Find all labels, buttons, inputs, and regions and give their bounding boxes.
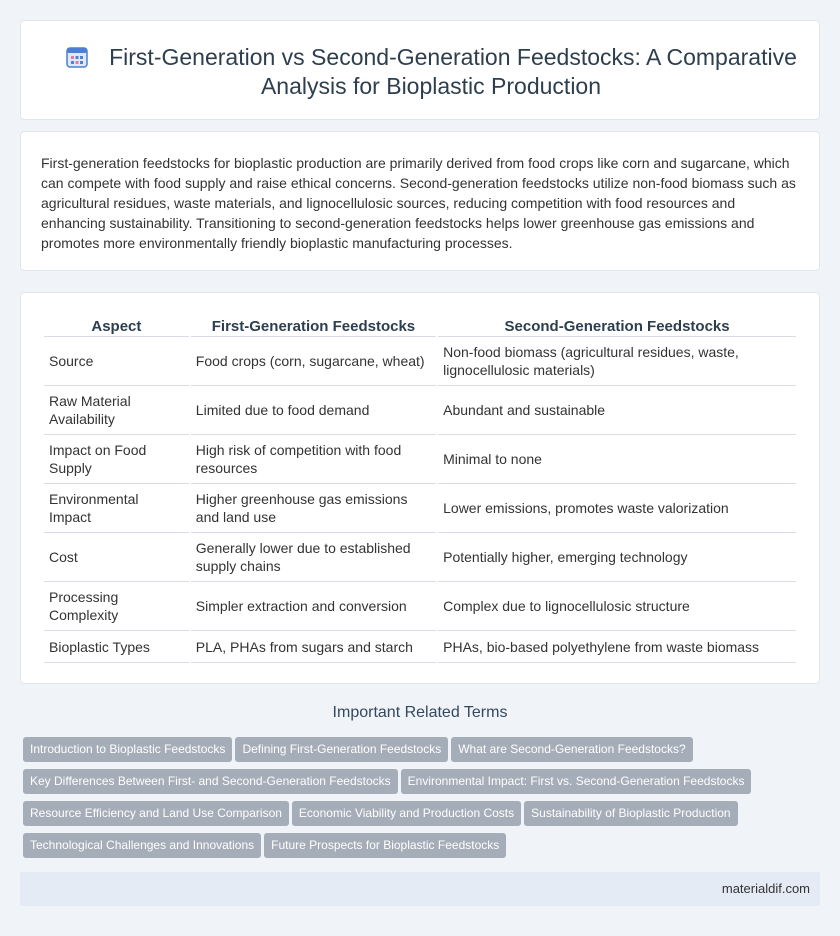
cell-aspect: Source <box>44 337 189 386</box>
header-aspect: Aspect <box>44 314 189 337</box>
cell-second-gen: Minimal to none <box>438 435 796 484</box>
header-first-generation: First-Generation Feedstocks <box>191 314 436 337</box>
cell-first-gen: Simpler extraction and conversion <box>191 582 436 631</box>
related-term-tag[interactable]: Defining First-Generation Feedstocks <box>235 737 448 762</box>
related-term-tag[interactable]: Technological Challenges and Innovations <box>23 833 261 858</box>
intro-card <box>20 131 820 271</box>
header-second-generation: Second-Generation Feedstocks <box>438 314 796 337</box>
table-row <box>44 533 796 582</box>
footer-bar <box>20 872 820 906</box>
comparison-table <box>42 314 798 663</box>
table-row <box>44 386 796 435</box>
table-row <box>44 582 796 631</box>
cell-aspect: Impact on Food Supply <box>44 435 189 484</box>
related-term-tag[interactable]: Environmental Impact: First vs. Second-Generation Feedstocks <box>401 769 752 794</box>
table-card <box>20 292 820 684</box>
cell-aspect: Cost <box>44 533 189 582</box>
cell-first-gen: Food crops (corn, sugarcane, wheat) <box>191 337 436 386</box>
table-row <box>44 337 796 386</box>
calendar-icon <box>65 45 89 69</box>
footer-site-link[interactable]: materialdif.com <box>721 881 810 896</box>
table-row <box>44 435 796 484</box>
cell-first-gen: Higher greenhouse gas emissions and land use <box>191 484 436 533</box>
related-terms-title: Important Related Terms <box>332 704 508 721</box>
cell-aspect: Processing Complexity <box>44 582 189 631</box>
header-card <box>20 20 820 120</box>
cell-second-gen: Non-food biomass (agricultural residues, waste, lignocellulosic materials) <box>438 337 796 386</box>
cell-first-gen: Generally lower due to established supply chains <box>191 533 436 582</box>
cell-second-gen: Lower emissions, promotes waste valorization <box>438 484 796 533</box>
cell-first-gen: High risk of competition with food resources <box>191 435 436 484</box>
cell-aspect: Bioplastic Types <box>44 631 189 663</box>
related-term-tag[interactable]: Resource Efficiency and Land Use Comparison <box>23 801 289 826</box>
related-term-tag[interactable]: Key Differences Between First- and Second-Generation Feedstocks <box>23 769 398 794</box>
cell-aspect: Environmental Impact <box>44 484 189 533</box>
cell-second-gen: Potentially higher, emerging technology <box>438 533 796 582</box>
cell-first-gen: PLA, PHAs from sugars and starch <box>191 631 436 663</box>
cell-second-gen: Complex due to lignocellulosic structure <box>438 582 796 631</box>
cell-first-gen: Limited due to food demand <box>191 386 436 435</box>
cell-second-gen: Abundant and sustainable <box>438 386 796 435</box>
related-term-tag[interactable]: Future Prospects for Bioplastic Feedstocks <box>264 833 506 858</box>
page-title-wrap <box>61 43 801 101</box>
related-term-tag[interactable]: Sustainability of Bioplastic Production <box>524 801 737 826</box>
page-title: First-Generation vs Second-Generation Feedstocks: A Comparative Analysis for Bioplastic Production <box>109 44 797 99</box>
related-terms-tags <box>23 737 783 865</box>
table-row <box>44 631 796 663</box>
intro-paragraph: First-generation feedstocks for bioplastic production are primarily derived from food crops like corn and sugarcane, which can compete with food supply and raise ethical concerns. Second-generation feedstocks utilize non-food biomass such as agricultural residues, waste materials, and lignocellulosic sources, reducing competition with food resources and enhancing sustainability. Transitioning to second-generation feedstocks helps lower greenhouse gas emissions and promotes more environmentally friendly bioplastic manufacturing processes. <box>41 155 796 251</box>
related-term-tag[interactable]: What are Second-Generation Feedstocks? <box>451 737 692 762</box>
table-row <box>44 484 796 533</box>
cell-aspect: Raw Material Availability <box>44 386 189 435</box>
table-header-row <box>44 314 796 337</box>
related-term-tag[interactable]: Introduction to Bioplastic Feedstocks <box>23 737 232 762</box>
related-term-tag[interactable]: Economic Viability and Production Costs <box>292 801 521 826</box>
cell-second-gen: PHAs, bio-based polyethylene from waste biomass <box>438 631 796 663</box>
